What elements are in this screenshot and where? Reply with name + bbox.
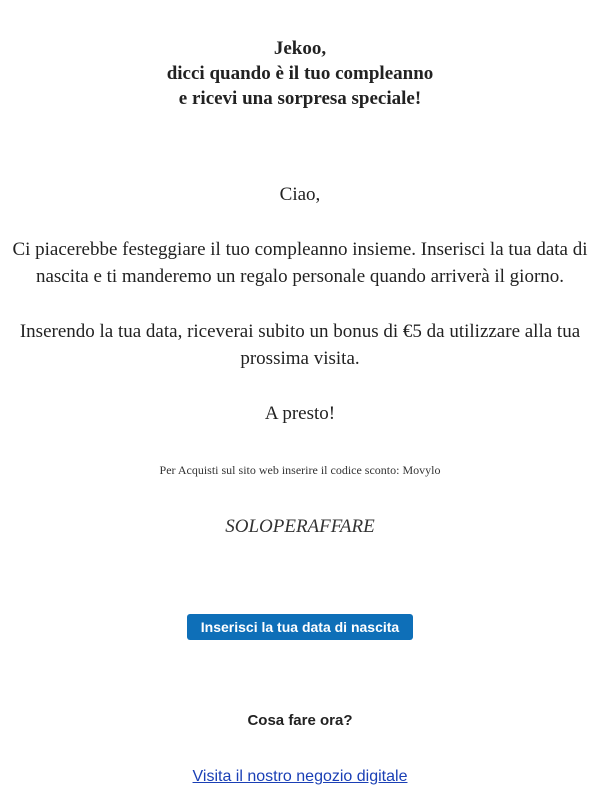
enter-birthdate-button[interactable]: Inserisci la tua data di nascita [187, 614, 413, 640]
discount-code: SOLOPERAFFARE [225, 516, 375, 537]
discount-note: Per Acquisti sul sito web inserire il codice sconto: Movylo [159, 463, 441, 477]
cta-container [0, 614, 600, 640]
heading-line-surprise: e ricevi una sorpresa speciale! [178, 88, 422, 109]
email-heading [0, 36, 600, 111]
greeting-text: Ciao, [279, 184, 321, 205]
heading-line-name: Jekoo, [273, 38, 327, 59]
birthday-paragraph: Ci piacerebbe festeggiare il tuo compleanno insieme. Inserisci la tua data di nascita e ti manderemo un regalo personale quando arriverà il giorno. [12, 239, 588, 287]
heading-line-question: dicci quando è il tuo compleanno [166, 63, 434, 84]
signoff-text: A presto! [264, 403, 336, 424]
what-now-heading: Cosa fare ora? [247, 712, 353, 729]
bonus-paragraph: Inserendo la tua data, riceverai subito un bonus di €5 da utilizzare alla tua prossima visita. [19, 321, 581, 369]
visit-store-link[interactable]: Visita il nostro negozio digitale [192, 768, 408, 785]
store-link-container [0, 766, 600, 788]
